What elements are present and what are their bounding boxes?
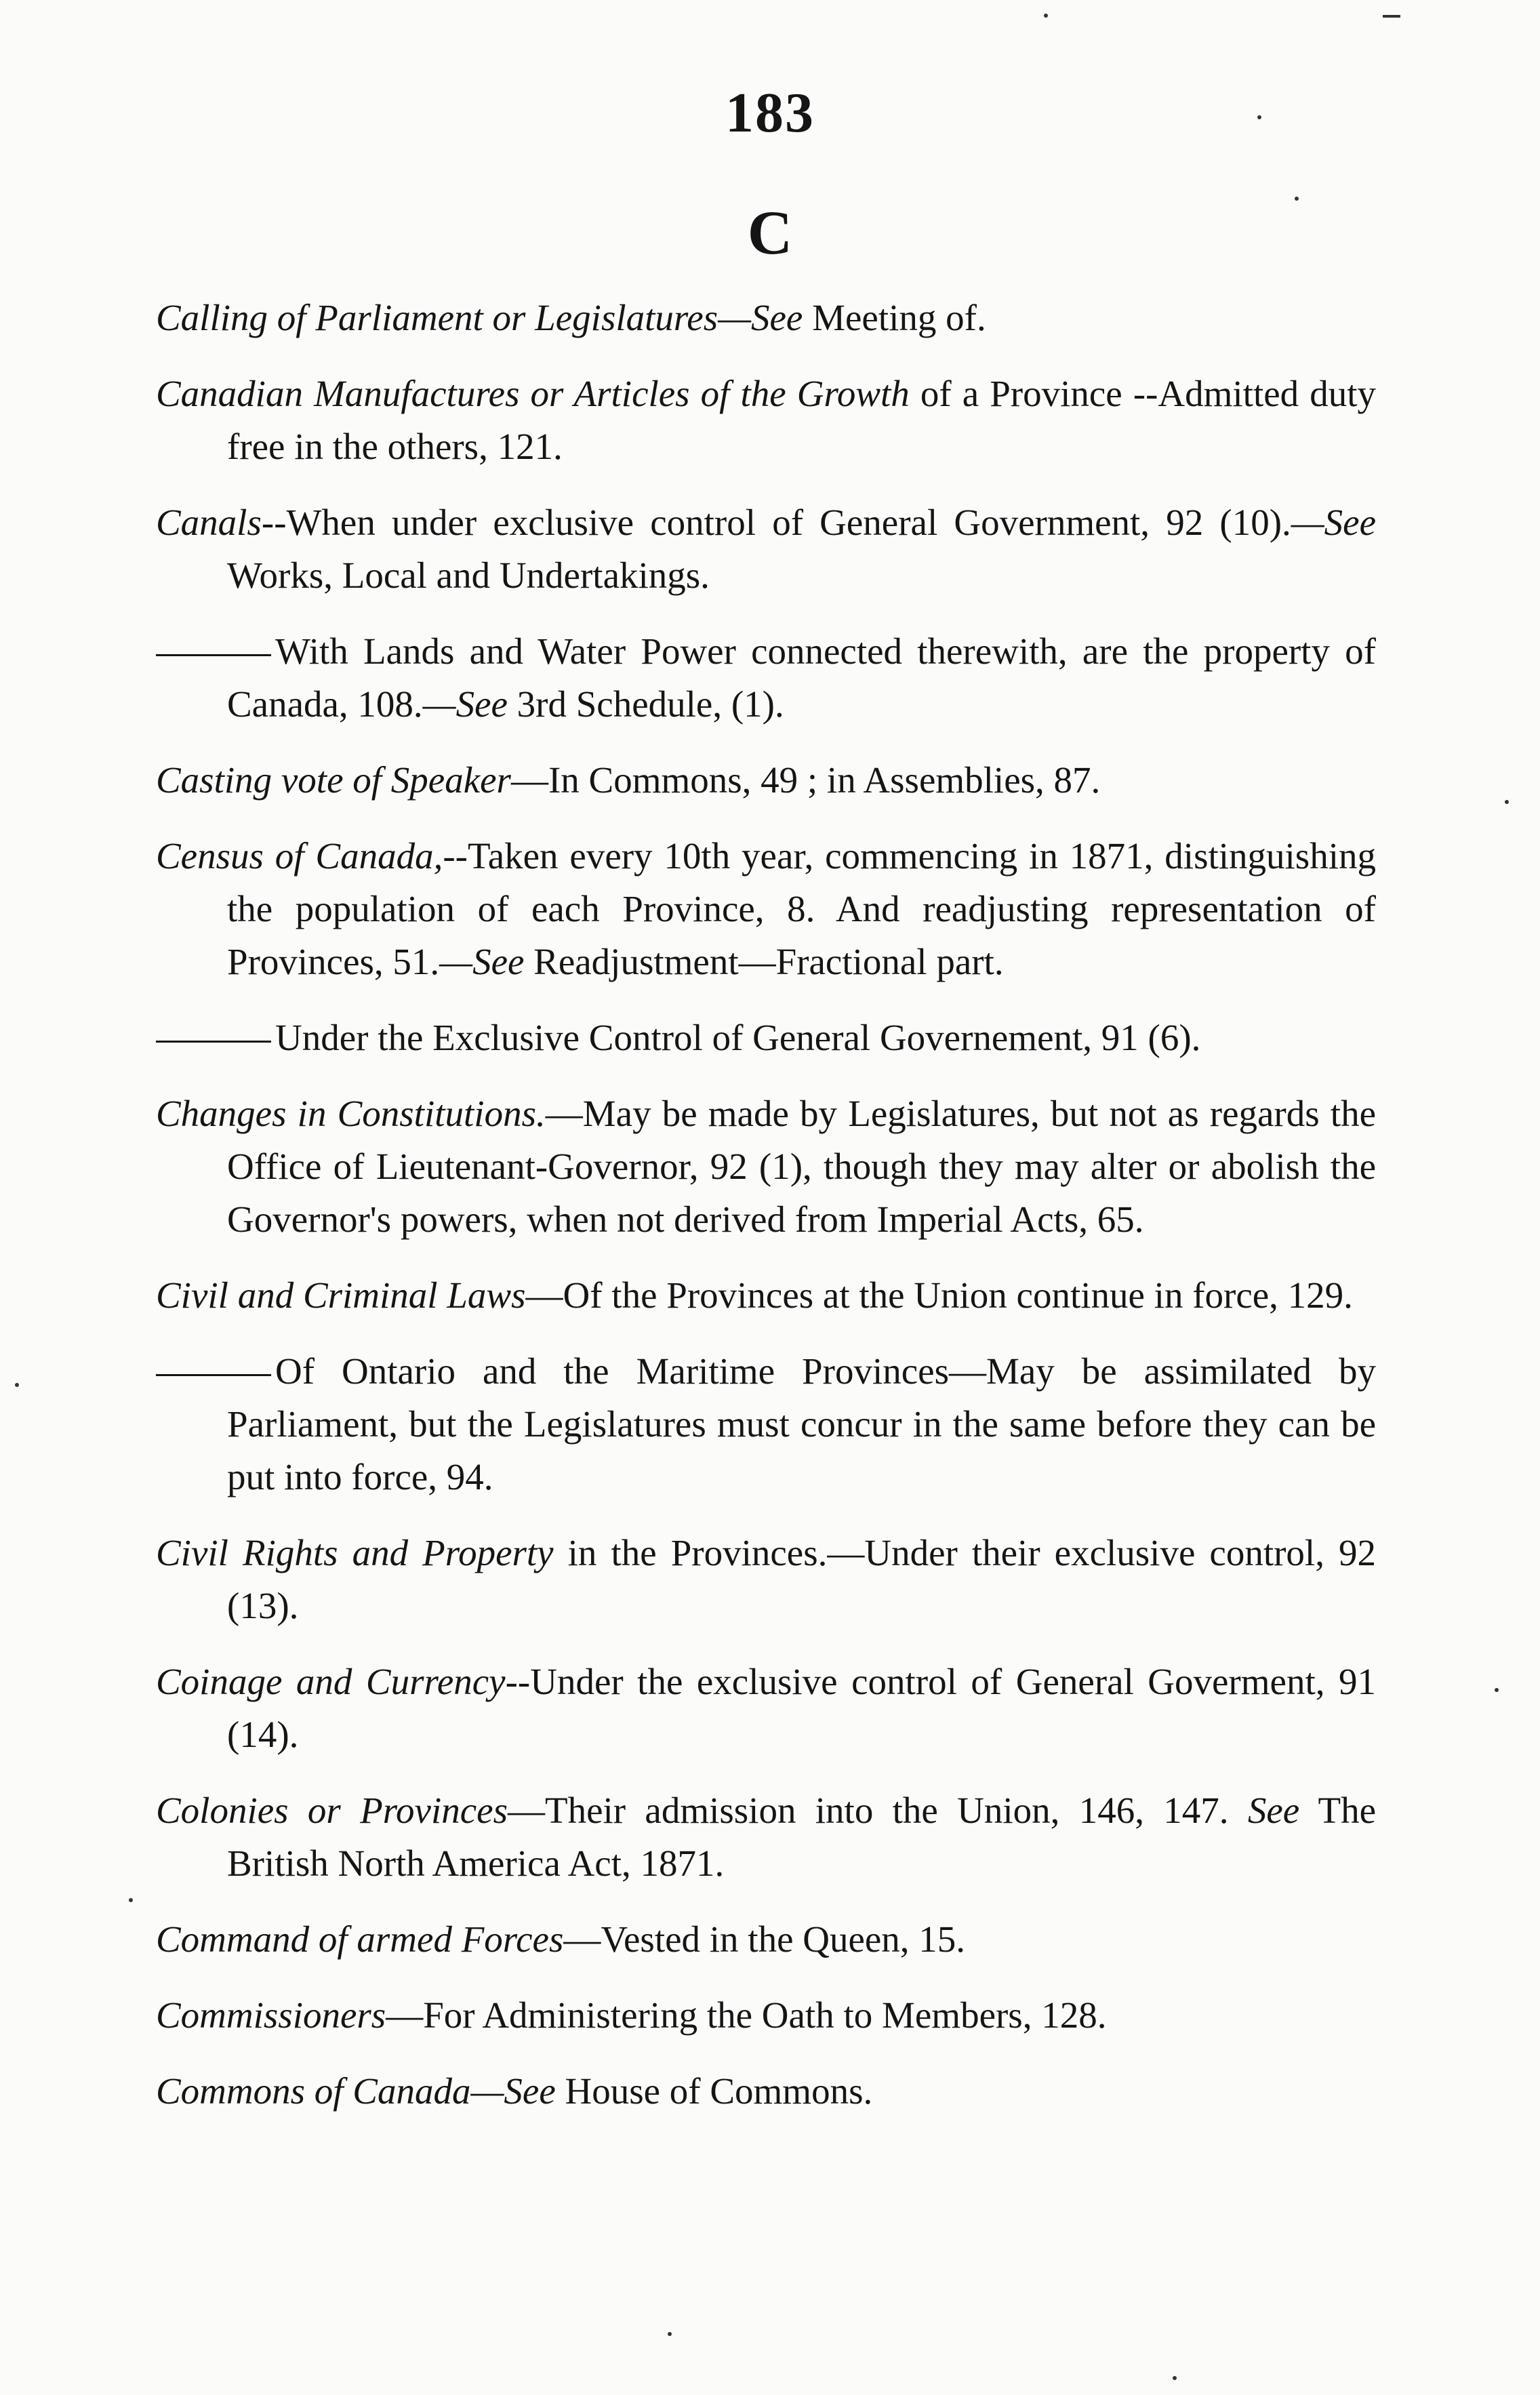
entry-text-continued: The British North America Act, 1871.: [227, 1790, 1377, 1884]
entry-separator: —: [718, 297, 752, 338]
entry-see-reference: See: [504, 2070, 556, 2112]
entry-term: Civil Rights and Property: [156, 1532, 554, 1573]
scan-speck: [1257, 115, 1261, 119]
index-list: [156, 291, 1376, 2141]
entry-term: Civil and Criminal Laws: [156, 1274, 526, 1316]
entry-text: --When under exclusive control of General Government, 92 (10).: [261, 502, 1291, 543]
entry-text: Under the Exclusive Control of General Governement, 91 (6).: [275, 1017, 1201, 1058]
index-entry: [156, 1913, 1376, 1966]
scan-speck: [1383, 15, 1400, 18]
scan-speck: [129, 1898, 133, 1902]
entry-term: Commons of Canada: [156, 2070, 471, 2112]
entry-see-reference: —See: [439, 941, 525, 982]
entry-text: —For Administering the Oath to Members, 128.: [386, 1994, 1107, 2036]
entry-see-reference: See: [1228, 1790, 1300, 1831]
entry-text: Of Ontario and the Maritime Provinces—May be assimilated by Parliament, but the Legislatures must concur in the same before they can be put into force, 94.: [227, 1350, 1376, 1497]
entry-term: Changes in Constitutions.: [156, 1093, 546, 1134]
entry-text: —Their admission into the Union, 146, 147.: [507, 1790, 1229, 1831]
index-subentry: [156, 1011, 1376, 1064]
index-subentry: [156, 1345, 1376, 1504]
entry-term: Canadian Manufactures or Articles of the Growth: [156, 373, 910, 414]
entry-text-continued: Works, Local and Undertakings.: [227, 555, 710, 596]
entry-see-reference: —See: [422, 683, 508, 725]
index-entry: [156, 1784, 1376, 1890]
index-subentry: [156, 625, 1376, 731]
entry-text: With Lands and Water Power connected therewith, are the property of Canada, 108.: [227, 630, 1376, 725]
entry-term: Colonies or Provinces: [156, 1790, 508, 1831]
entry-text-continued: 3rd Schedule, (1).: [507, 683, 784, 725]
entry-term: Commissioners: [156, 1994, 386, 2036]
index-entry: [156, 291, 1376, 344]
entry-text: —Of the Provinces at the Union continue in force, 129.: [525, 1274, 1353, 1316]
index-entry: [156, 1655, 1376, 1761]
entry-text: --Under the exclusive control of General Goverment, 91 (14).: [227, 1661, 1376, 1755]
continuation-dash: [156, 654, 271, 656]
index-entry: [156, 754, 1376, 807]
entry-text: Meeting of.: [803, 297, 986, 338]
entry-term: Canals: [156, 502, 262, 543]
entry-term: Census of Canada,: [156, 835, 443, 877]
scan-speck: [15, 1383, 19, 1387]
entry-text: in the Provinces.—Under their exclusive control, 92 (13).: [227, 1532, 1376, 1626]
section-letter: C: [747, 198, 793, 267]
scan-speck: [1044, 14, 1048, 18]
entry-term: Coinage and Currency: [156, 1661, 506, 1702]
entry-separator: —: [470, 2070, 504, 2112]
entry-term: Casting vote of Speaker: [156, 759, 511, 801]
entry-text: —May be made by Legislatures, but not as regards the Office of Lieutenant-Governor, 92 (1), though they may alter or abolish the Governor's powers, when not derived from Imperial Acts, 65.: [227, 1093, 1376, 1240]
scan-speck: [1505, 800, 1509, 804]
entry-text: —Vested in the Queen, 15.: [563, 1918, 966, 1960]
index-entry: [156, 830, 1376, 988]
continuation-dash: [156, 1374, 271, 1376]
index-entry: [156, 1989, 1376, 2042]
entry-text: --Taken every 10th year, commencing in 1871, distinguishing the population of each Province, 8. And readjusting representation of Provinces, 51.: [227, 835, 1376, 982]
entry-text: House of Commons.: [555, 2070, 873, 2112]
scan-speck: [1495, 1688, 1499, 1692]
scan-speck: [1295, 197, 1299, 201]
entry-term: Command of armed Forces: [156, 1918, 564, 1960]
entry-text: —In Commons, 49 ; in Assemblies, 87.: [510, 759, 1101, 801]
scan-speck: [668, 2332, 672, 2336]
index-entry: [156, 1269, 1376, 1322]
scan-speck: [1173, 2376, 1177, 2380]
entry-text: of a Province --Admitted duty free in the others, 121.: [227, 373, 1376, 467]
entry-see-reference: See: [751, 297, 803, 338]
index-entry: [156, 367, 1376, 473]
continuation-dash: [156, 1041, 271, 1043]
index-entry: [156, 1087, 1376, 1246]
index-entry: [156, 2065, 1376, 2118]
page-number: 183: [725, 81, 815, 144]
index-entry: [156, 1527, 1376, 1632]
entry-see-reference: —See: [1291, 502, 1376, 543]
index-entry: [156, 496, 1376, 602]
entry-text-continued: Readjustment—Fractional part.: [524, 941, 1004, 982]
entry-term: Calling of Parliament or Legislatures: [156, 297, 718, 338]
